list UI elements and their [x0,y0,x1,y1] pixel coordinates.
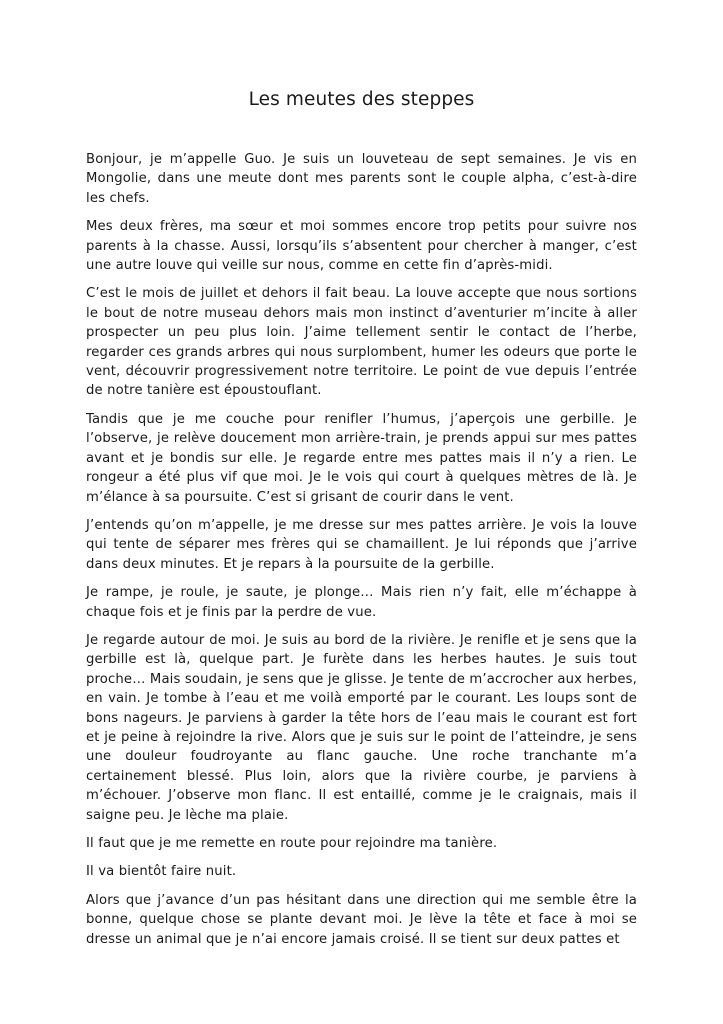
document-title: Les meutes des steppes [248,89,475,110]
paragraph-9: Il va bientôt faire nuit. [86,864,237,880]
paragraph-8: Il faut que je me remette en route pour rejoindre ma tanière. [86,836,498,851]
paragraph-5: J’entends qu’on m’appelle, je me dresse sur mes pattes arrière. Je vois la louve qui tente de séparer mes frères qui se chamaillent. Je lui réponds que j’arrive dans deux minutes. Et je repars à la poursuite de la gerbille. [86,517,637,572]
paragraph-2: Mes deux frères, ma sœur et moi sommes encore trop petits pour suivre nos parents à la chasse. Aussi, lorsqu’ils s’absentent pour chercher à manger, c’est une autre louve qui veille sur nous, comme en cette fin d’après-midi. [86,219,637,274]
paragraph-10: Alors que j’avance d’un pas hésitant dans une direction qui me semble être la bonne, quelque chose se plante devant moi. Je lève la tête et face à moi se dresse un animal que je n’ai encore jamais croisé. Il se tient sur deux pattes et [86,892,637,947]
paragraph-7: Je regarde autour de moi. Je suis au bord de la rivière. Je renifle et je sens que la gerbille est là, quelque part. Je furète dans les herbes hautes. Je suis tout proche… Mais soudain, je sens que je glisse. Je tente de m’accrocher aux herbes, en vain. Je tombe à l’eau et me voilà emporté par le courant. Les loups sont de bons nageurs. Je parviens à garder la tête hors de l’eau mais le courant est fort et je peine à rejoindre la rive. Alors que je suis sur le point de l’atteindre, je sens une douleur foudroyante au flanc gauche. Une roche tranchante m’a certainement blessé. Plus loin, alors que la rivière courbe, je parviens à m’échouer. J’observe mon flanc. Il est entaillé, comme je le craignais, mais il saigne peu. Je lèche ma plaie. [86,632,637,823]
paragraph-3: C’est le mois de juillet et dehors il fait beau. La louve accepte que nous sortions le bout de notre museau dehors mais mon instinct d’aventurier m’incite à aller prospecter un peu plus loin. J’aime tellement sentir le contact de l’herbe, regarder ces grands arbres qui nous surplombent, humer les odeurs que porte le vent, découvrir progressivement notre territoire. Le point de vue depuis l’entrée de notre tanière est époustouflant. [86,286,637,399]
paragraph-6: Je rampe, je roule, je saute, je plonge… Mais rien n’y fait, elle m’échappe à chaque fois et je finis par la perdre de vue. [86,585,637,620]
document-body [86,150,637,958]
paragraph-1: Bonjour, je m’appelle Guo. Je suis un louveteau de sept semaines. Je vis en Mongolie, dans une meute dont mes parents sont le couple alpha, c’est-à-dire les chefs. [86,152,637,206]
paragraph-4: Tandis que je me couche pour renifler l’humus, j’aperçois une gerbille. Je l’observe, je relève doucement mon arrière-train, je prends appui sur mes pattes avant et je bondis sur elle. Je regarde entre mes pattes mais il n’y a rien. Le rongeur a été plus vif que moi. Je le vois qui court à quelques mètres de là. Je m’élance à sa poursuite. C’est si grisant de courir dans le vent. [86,411,637,505]
